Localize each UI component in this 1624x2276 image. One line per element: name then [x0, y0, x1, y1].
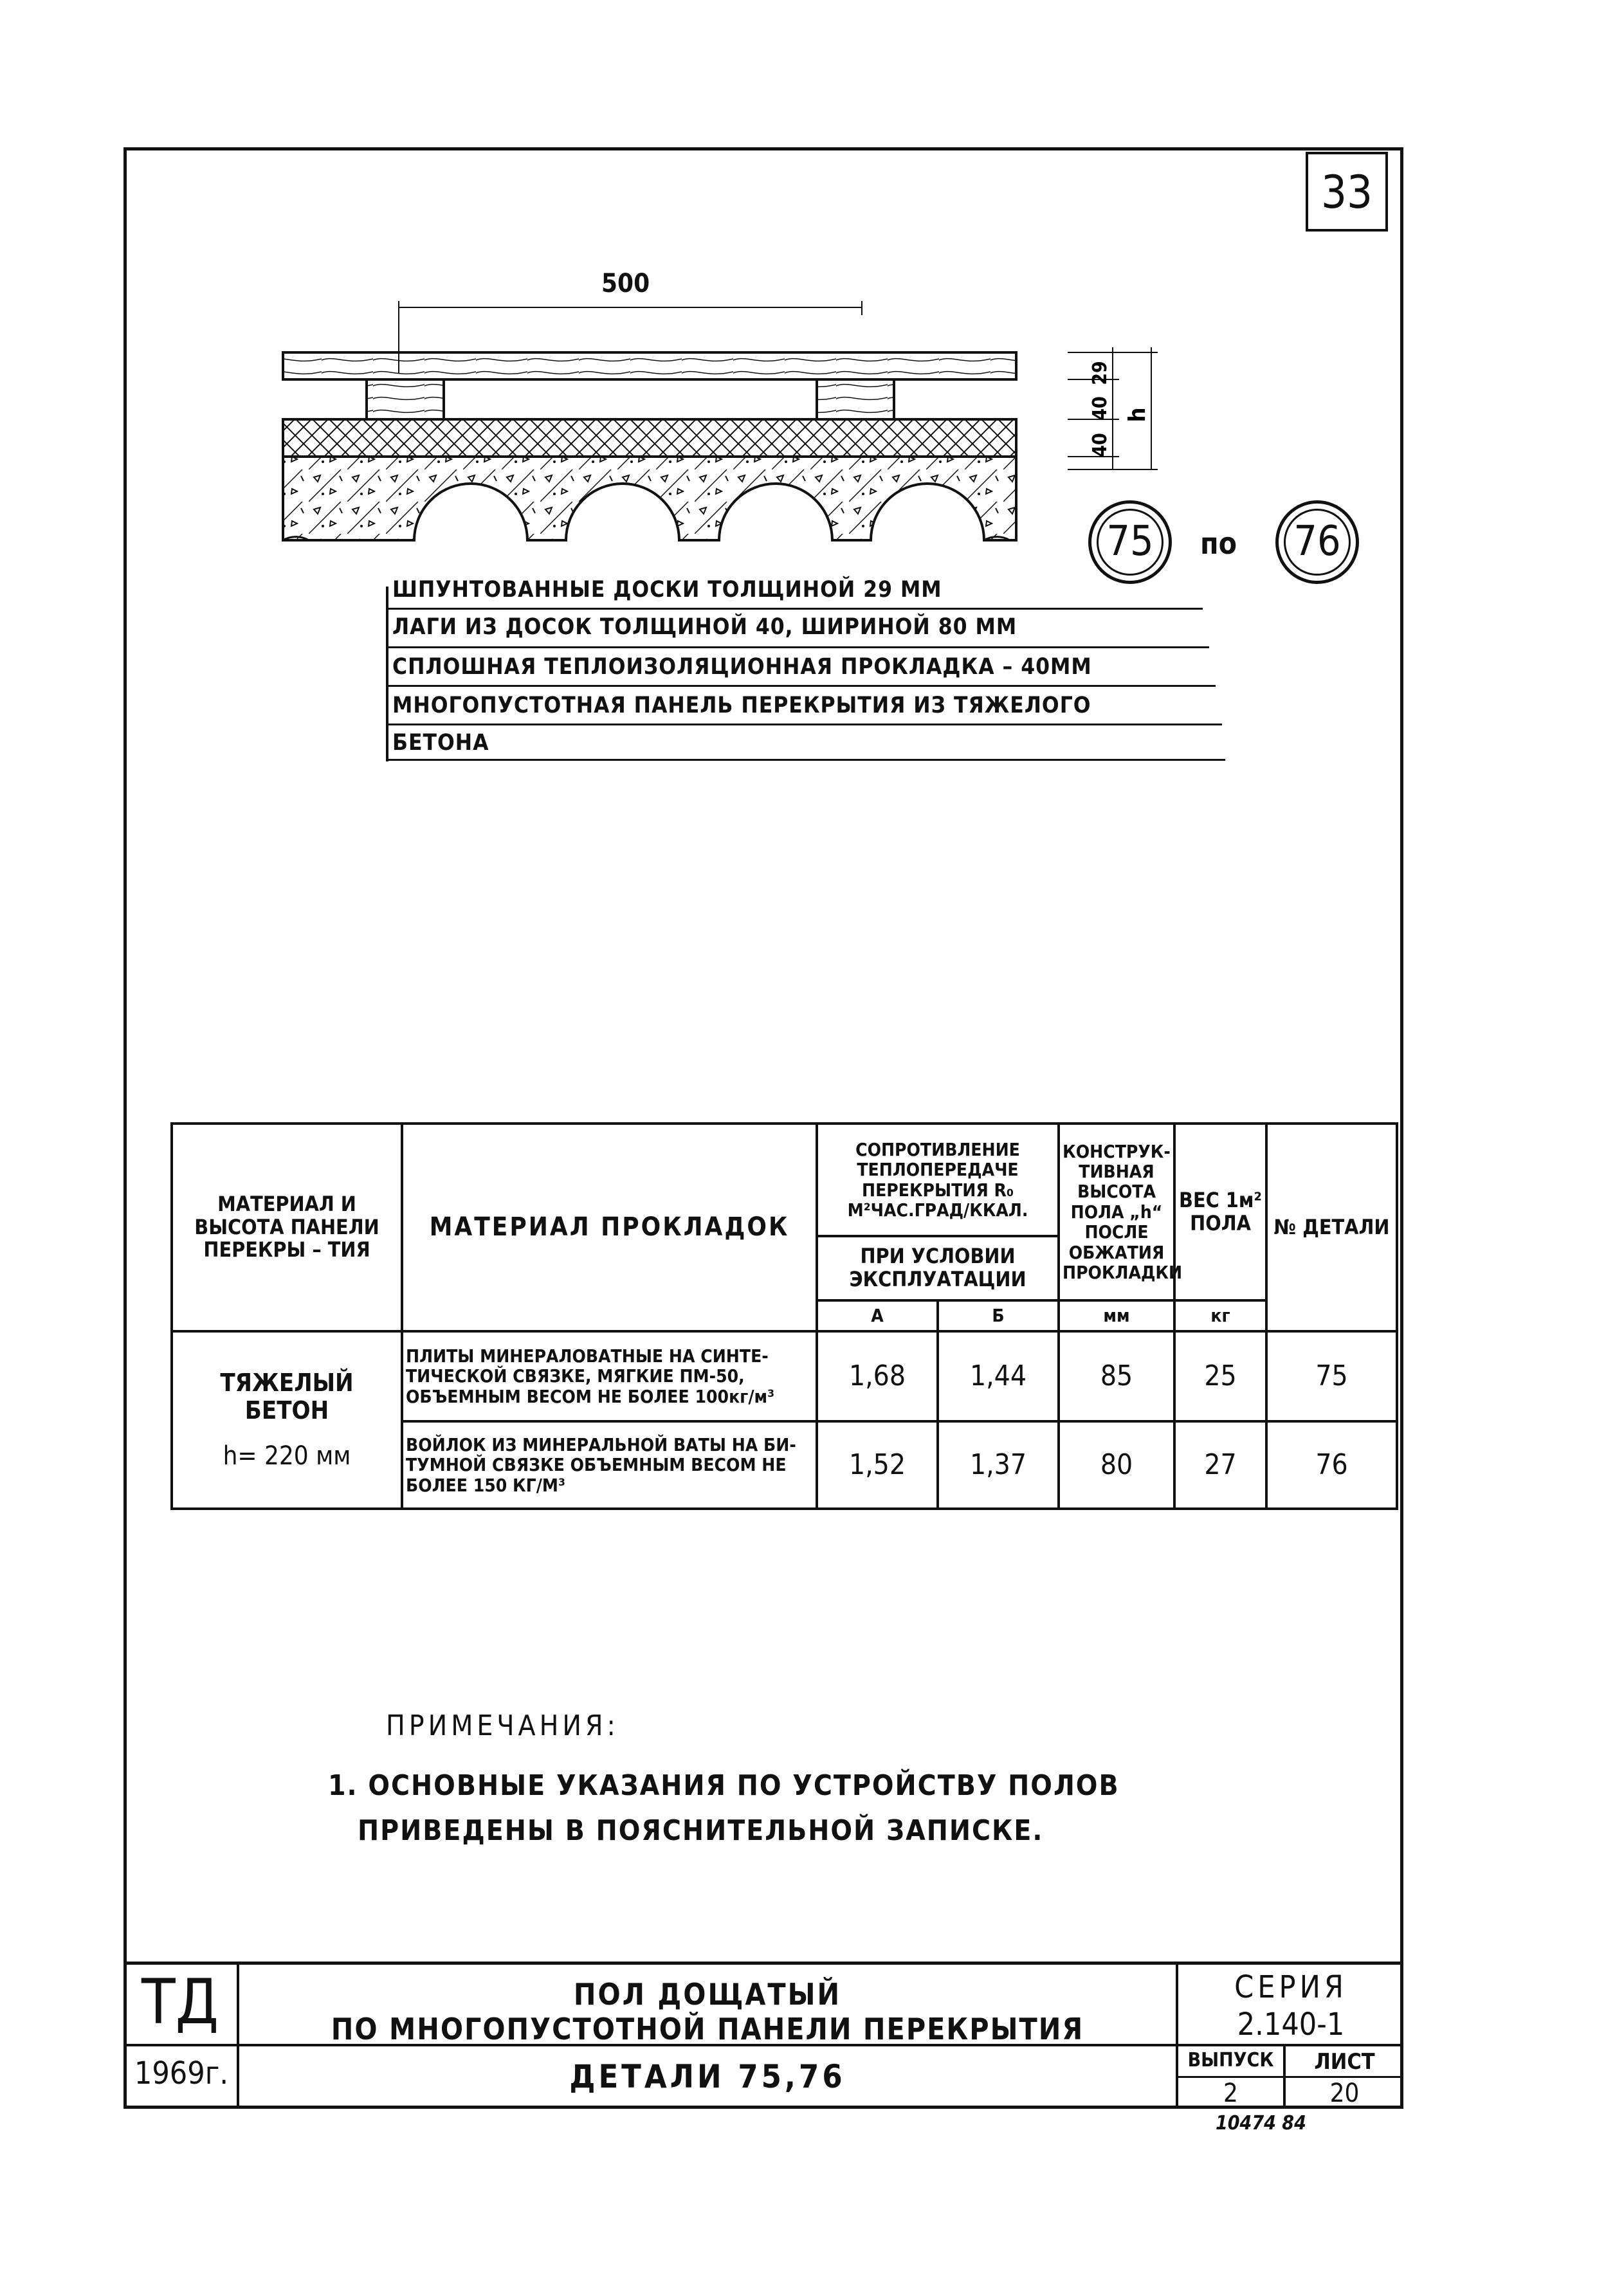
row-1-detail: 75	[1266, 1331, 1397, 1421]
row-1-weight: 25	[1174, 1331, 1266, 1421]
detail-ref-word: по	[1200, 526, 1237, 561]
dim-span-label: 500	[601, 269, 650, 298]
legend-divider	[386, 759, 1225, 761]
row-1-b: 1,44	[938, 1331, 1059, 1421]
title-block-top-border	[123, 1962, 1403, 1965]
title-line-1: ПОЛ ДОЩАТЫЙ	[573, 1977, 842, 2012]
panel-cell	[172, 1331, 402, 1509]
sheet-number: 33	[1306, 152, 1388, 232]
header-b: Б	[938, 1300, 1059, 1331]
year: 1969г.	[134, 2055, 229, 2091]
row-1-a: 1,68	[817, 1331, 938, 1421]
header-detail: № ДЕТАЛИ	[1266, 1124, 1397, 1331]
panel-height: h= 220 мм	[223, 1441, 351, 1471]
header-condition: ПРИ УСЛОВИИ ЭКСПЛУАТАЦИИ	[817, 1236, 1059, 1300]
detail-ref-76: 76	[1275, 500, 1359, 584]
header-weight: ВЕС 1м² ПОЛА	[1174, 1124, 1266, 1300]
row-2-weight: 27	[1174, 1421, 1266, 1509]
row-2-detail: 76	[1266, 1421, 1397, 1509]
legend-divider	[386, 724, 1222, 725]
floor-section-drawing	[270, 277, 1183, 560]
notes-title: ПРИМЕЧАНИЯ:	[386, 1709, 619, 1742]
header-resistance: СОПРОТИВЛЕНИЕ ТЕПЛОПЕРЕДАЧЕ ПЕРЕКРЫТИЯ R₀ М²ЧАС.ГРАД/ККАЛ.	[817, 1124, 1059, 1236]
note-1-line-2: ПРИВЕДЕНЫ В ПОЯСНИТЕЛЬНОЙ ЗАПИСКЕ.	[358, 1814, 1044, 1847]
header-height-unit: мм	[1059, 1300, 1174, 1331]
legend-item: СПЛОШНАЯ ТЕПЛОИЗОЛЯЦИОННАЯ ПРОКЛАДКА – 40ММ	[392, 654, 1092, 680]
sheet-value: 20	[1329, 2079, 1360, 2108]
details-title: ДЕТАЛИ 75,76	[569, 2058, 846, 2095]
sheet-label: ЛИСТ	[1314, 2049, 1375, 2075]
series-number: 2.140-1	[1237, 2007, 1345, 2043]
row-2-height: 80	[1059, 1421, 1174, 1509]
issue-label: ВЫПУСК	[1187, 2049, 1274, 2071]
legend-divider	[386, 608, 1203, 610]
row-1-material: ПЛИТЫ МИНЕРАЛОВАТНЫЕ НА СИНТЕ- ТИЧЕСКОЙ СВЯЗКЕ, МЯГКИЕ ПМ-50, ОБЪЕМНЫМ ВЕСОМ НЕ БОЛЕЕ 100кг/м³	[402, 1331, 817, 1421]
archive-stamp: 10474 84	[1216, 2112, 1306, 2135]
legend-item: ЛАГИ ИЗ ДОСОК ТОЛЩИНОЙ 40, ШИРИНОЙ 80 ММ	[392, 614, 1017, 640]
header-a: А	[817, 1300, 938, 1331]
dim-joist-label: 40	[1089, 396, 1111, 421]
note-1-line-1: 1. ОСНОВНЫЕ УКАЗАНИЯ ПО УСТРОЙСТВУ ПОЛОВ	[328, 1769, 1120, 1802]
legend-item: БЕТОНА	[392, 730, 489, 756]
dim-board-label: 29	[1089, 361, 1111, 385]
title-line-2: ПО МНОГОПУСТОТНОЙ ПАНЕЛИ ПЕРЕКРЫТИЯ	[331, 2012, 1084, 2046]
header-panel: МАТЕРИАЛ И ВЫСОТА ПАНЕЛИ ПЕРЕКРЫ – ТИЯ	[172, 1124, 402, 1331]
title-block-hline	[1176, 2076, 1403, 2078]
legend-item: ШПУНТОВАННЫЕ ДОСКИ ТОЛЩИНОЙ 29 ММ	[392, 577, 942, 603]
series-label: СЕРИЯ	[1234, 1969, 1347, 2005]
legend-divider	[386, 685, 1216, 687]
dim-h-label: h	[1124, 407, 1151, 423]
header-material: МАТЕРИАЛ ПРОКЛАДОК	[402, 1124, 817, 1331]
row-2-a: 1,52	[817, 1421, 938, 1509]
legend-leader	[386, 587, 388, 761]
row-2-b: 1,37	[938, 1421, 1059, 1509]
detail-ref-75: 75	[1088, 500, 1172, 584]
header-height: КОНСТРУК- ТИВНАЯ ВЫСОТА ПОЛА „h“ ПОСЛЕ ОБЖАТИЯ ПРОКЛАДКИ	[1059, 1124, 1174, 1300]
org-code: ТД	[141, 1966, 219, 2038]
legend-divider	[386, 646, 1209, 648]
row-2-material: ВОЙЛОК ИЗ МИНЕРАЛЬНОЙ ВАТЫ НА БИ- ТУМНОЙ СВЯЗКЕ ОБЪЕМНЫМ ВЕСОМ НЕ БОЛЕЕ 150 КГ/М³	[402, 1421, 817, 1509]
dim-layer-label: 40	[1089, 433, 1111, 457]
panel-name: ТЯЖЕЛЫЙ БЕТОН	[220, 1369, 354, 1425]
row-1-height: 85	[1059, 1331, 1174, 1421]
header-weight-unit: кг	[1174, 1300, 1266, 1331]
note-1	[328, 1763, 1120, 1853]
issue-number: 2	[1223, 2079, 1238, 2108]
spec-table	[170, 1122, 1398, 1510]
legend-item: МНОГОПУСТОТНАЯ ПАНЕЛЬ ПЕРЕКРЫТИЯ ИЗ ТЯЖЕЛОГО	[392, 693, 1091, 718]
